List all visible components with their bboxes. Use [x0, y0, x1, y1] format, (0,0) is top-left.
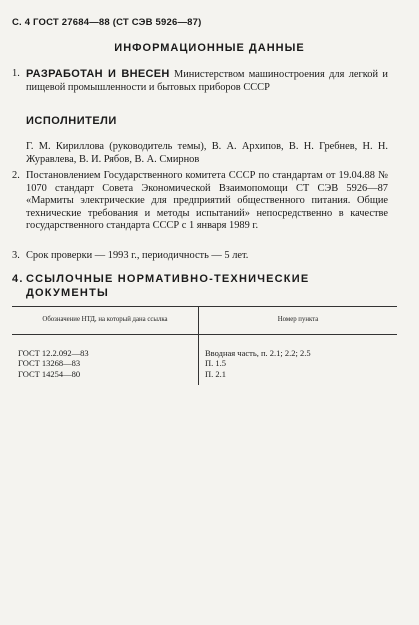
table-cell-ntd: ГОСТ 12.2.092—83 [12, 335, 199, 359]
item-2 [12, 170, 388, 233]
column-header-ntd: Обозначение НТД, на который дана ссылка [12, 307, 199, 335]
item-4 [12, 272, 392, 300]
item-2-number: 2. [12, 170, 20, 181]
references-table [12, 306, 397, 385]
item-1-number: 1. [12, 68, 20, 79]
table-cell-ntd: ГОСТ 13268—83 [12, 358, 199, 368]
section-title: ИНФОРМАЦИОННЫЕ ДАННЫЕ [114, 42, 305, 54]
table-row [12, 369, 397, 385]
column-header-clause: Номер пункта [199, 307, 398, 335]
item-3-text: Срок проверки — 1993 г., периодичность — 5 лет. [26, 250, 249, 261]
executors-title: ИСПОЛНИТЕЛИ [26, 115, 117, 127]
item-1-body [26, 68, 388, 94]
item-1 [12, 68, 388, 94]
item-1-text: Министерством машиностроения для легкой и пищевой промышленности и бытовых приборов СССР [26, 69, 388, 93]
table-cell-ntd: ГОСТ 14254—80 [12, 369, 199, 385]
table-cell-clause: Вводная часть, п. 2.1; 2.2; 2.5 [205, 348, 311, 358]
item-4-number: 4. [12, 273, 24, 285]
item-3-number: 3. [12, 250, 20, 261]
references-table-header [12, 307, 397, 335]
executors-names: Г. М. Кириллова (руководитель темы), В. А. Архипов, В. Н. Гребнев, Н. Н. Журавлева, В. И. Рябов, В. А. Смирнов [26, 141, 388, 165]
table-cell-clause: П. 2.1 [205, 368, 227, 379]
item-2-text: Постановлением Государственного комитета СССР по стандартам от 19.04.88 № 1070 стандарт Совета Экономической Взаимопомощи СТ СЭВ 5926—87 «Мармиты электрические для предприятий общественного питания. Общие технические требования и методы испытаний» непосредственно в качестве государственного стандарта СССР с 1 января 1989 г. [26, 170, 388, 232]
table-row [12, 358, 397, 368]
table-cell-clause: П. 1.5 [205, 358, 227, 369]
item-3 [12, 250, 388, 263]
item-4-title: ССЫЛОЧНЫЕ НОРМАТИВНО-ТЕХНИЧЕСКИЕ ДОКУМЕНТЫ [26, 273, 310, 299]
table-row [12, 335, 397, 359]
page-header: С. 4 ГОСТ 27684—88 (СТ СЭВ 5926—87) [12, 17, 202, 28]
item-1-lead: РАЗРАБОТАН И ВНЕСЕН [26, 68, 170, 80]
